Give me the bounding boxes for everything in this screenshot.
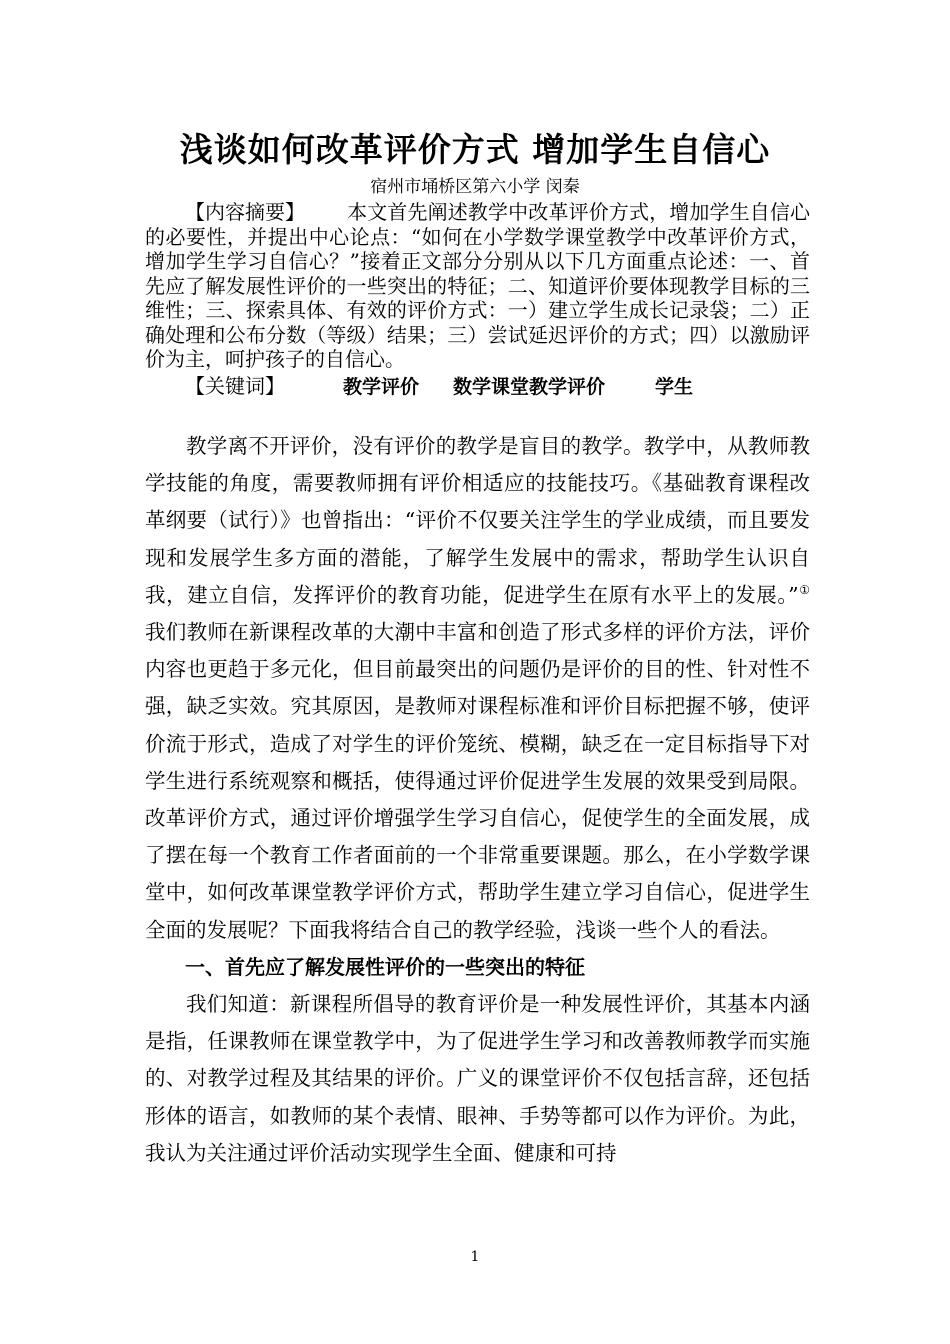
abstract-block [145,200,810,372]
keywords-line [185,374,693,399]
keywords-label: 【关键词】 [185,374,285,398]
page-number: 1 [470,1249,480,1265]
intro-paragraph-quote: 教学离不开评价，没有评价的教学是盲目的教学。教学中，从教师教学技能的角度，需要教师拥有评价相适应的技能技巧。《基础教育课程改革纲要（试行）》也曾指出：“评价不仅要关注学生的学业成绩，而且要发现和发展学生多方面的潜能，了解学生发展中的需求，帮助学生认识自我，建立自信，发挥评价的教育功能，促进学生在原有水平上的发展。” [145,434,810,607]
keyword-item: 学生 [655,376,694,398]
section-heading: 一、首先应了解发展性评价的一些突出的特征 [185,954,585,979]
body-text [145,428,810,1172]
document-title: 浅谈如何改革评价方式 增加学生自信心 [179,130,771,169]
section-paragraph: 我们知道：新课程所倡导的教育评价是一种发展性评价，其基本内涵是指，任课教师在课堂教学中，为了促进学生学习和改善教师教学而实施的、对教学过程及其结果的评价。广义的课堂评价不仅包括言辞，还包括形体的语言，如教师的某个表情、眼神、手势等都可以作为评价。为此，我认为关注通过评价活动实现学生全面、健康和可持 [145,992,810,1165]
keyword-item: 教学评价 [343,376,420,398]
keyword-item: 数学课堂教学评价 [453,376,606,398]
author-line: 宿州市埇桥区第六小学 闵秦 [370,177,580,197]
footnote-marker: ① [798,582,810,597]
abstract-text: 本文首先阐述教学中改革评价方式，增加学生自信心的必要性，并提出中心论点：“如何在小学数学课堂教学中改革评价方式，增加学生学习自信心？”接着正文部分分别从以下几方面重点论述：一、首先应了解发展性评价的一些突出的特征；二、知道评价要体现教学目标的三维性；三、探索具体、有效的评价方式：一）建立学生成长记录袋；二）正确处理和公布分数（等级）结果；三）尝试延迟评价的方式；四）以激励评价为主，呵护孩子的自信心。 [145,200,810,371]
abstract-label: 【内容摘要】 [185,200,305,224]
intro-paragraph-rest: 我们教师在新课程改革的大潮中丰富和创造了形式多样的评价方法，评价内容也更趋于多元化，但目前最突出的问题仍是评价的目的性、针对性不强，缺乏实效。究其原因，是教师对课程标准和评价目标把握不够，使评价流于形式，造成了对学生的评价笼统、模糊，缺乏在一定目标指导下对学生进行系统观察和概括，使得通过评价促进学生发展的效果受到局限。改革评价方式，通过评价增强学生学习自信心，促使学生的全面发展，成了摆在每一个教育工作者面前的一个非常重要课题。那么，在小学数学课堂中，如何改革课堂教学评价方式，帮助学生建立学习自信心，促进学生全面的发展呢？下面我将结合自己的教学经验，浅谈一些个人的看法。 [145,620,810,942]
intro-paragraph [145,428,810,949]
